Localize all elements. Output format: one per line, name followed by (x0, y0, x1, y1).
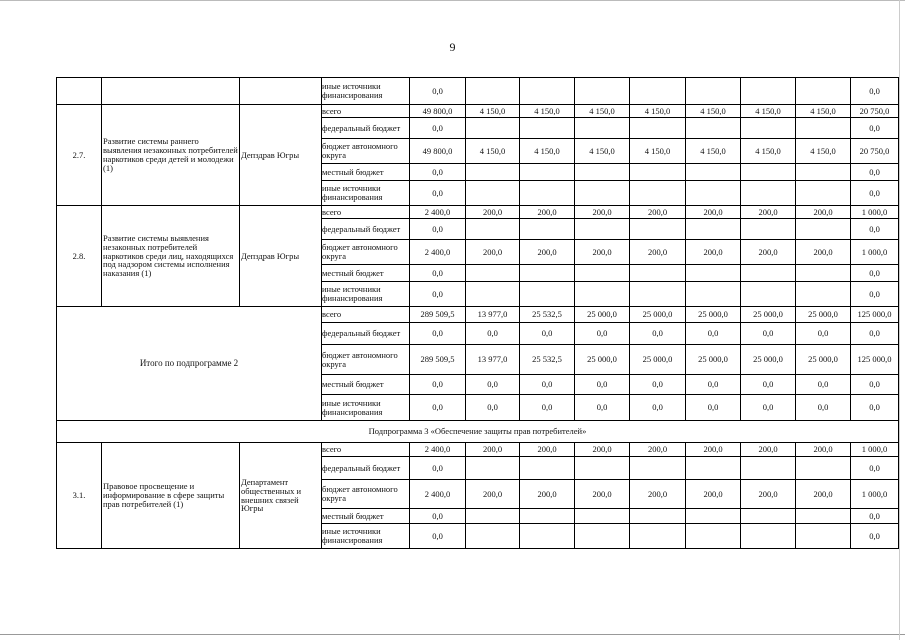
value-cell: 25 000,0 (630, 345, 686, 375)
value-cell (575, 524, 630, 549)
value-cell: 0,0 (851, 265, 899, 282)
value-cell: 200,0 (575, 480, 630, 509)
measure-name-empty (102, 78, 240, 105)
value-cell (741, 118, 796, 139)
value-cell: 0,0 (851, 457, 899, 480)
table-row (57, 421, 899, 443)
value-cell (630, 181, 686, 206)
executor: Депздрав Югры (240, 105, 322, 206)
value-cell (796, 181, 851, 206)
value-cell: 0,0 (520, 323, 575, 345)
funding-source: иные источники финансирования (322, 524, 410, 549)
funding-source: федеральный бюджет (322, 219, 410, 240)
value-cell (741, 181, 796, 206)
value-cell (741, 509, 796, 524)
value-cell: 0,0 (410, 323, 466, 345)
value-cell (686, 78, 741, 105)
value-cell: 200,0 (520, 443, 575, 457)
value-cell (575, 78, 630, 105)
value-cell: 0,0 (741, 323, 796, 345)
value-cell (466, 509, 520, 524)
value-cell (686, 265, 741, 282)
value-cell: 4 150,0 (466, 105, 520, 118)
value-cell: 200,0 (575, 206, 630, 219)
value-cell: 4 150,0 (741, 139, 796, 164)
value-cell (630, 457, 686, 480)
value-cell: 4 150,0 (575, 139, 630, 164)
value-cell: 0,0 (796, 323, 851, 345)
value-cell (741, 219, 796, 240)
value-cell (520, 219, 575, 240)
value-cell: 0,0 (410, 181, 466, 206)
value-cell: 200,0 (686, 480, 741, 509)
value-cell (575, 282, 630, 307)
funding-source: бюджет автономного округа (322, 480, 410, 509)
value-cell: 0,0 (410, 457, 466, 480)
value-cell (630, 219, 686, 240)
value-cell: 25 000,0 (686, 345, 741, 375)
value-cell: 0,0 (410, 375, 466, 395)
value-cell (741, 265, 796, 282)
value-cell: 0,0 (466, 375, 520, 395)
value-cell: 0,0 (796, 395, 851, 421)
value-cell (796, 78, 851, 105)
executor: Департамент общественных и внешних связей Югры (240, 443, 322, 549)
value-cell: 0,0 (851, 323, 899, 345)
value-cell: 200,0 (466, 480, 520, 509)
funding-source: иные источники финансирования (322, 78, 410, 105)
value-cell: 2 400,0 (410, 240, 466, 265)
value-cell: 200,0 (741, 443, 796, 457)
value-cell (741, 78, 796, 105)
value-cell (520, 78, 575, 105)
value-cell (520, 181, 575, 206)
page-number: 9 (449, 40, 456, 54)
value-cell: 0,0 (410, 524, 466, 549)
value-cell: 49 800,0 (410, 105, 466, 118)
value-cell: 4 150,0 (741, 105, 796, 118)
value-cell (466, 282, 520, 307)
value-cell (466, 265, 520, 282)
funding-source: всего (322, 206, 410, 219)
value-cell: 25 000,0 (741, 307, 796, 323)
value-cell: 200,0 (796, 206, 851, 219)
executor: Депздрав Югры (240, 206, 322, 307)
value-cell: 0,0 (796, 375, 851, 395)
value-cell: 289 509,5 (410, 345, 466, 375)
value-cell: 4 150,0 (520, 105, 575, 118)
value-cell (466, 181, 520, 206)
value-cell: 200,0 (741, 480, 796, 509)
value-cell: 25 532,5 (520, 307, 575, 323)
value-cell (575, 457, 630, 480)
value-cell: 0,0 (686, 375, 741, 395)
value-cell (466, 219, 520, 240)
value-cell: 4 150,0 (466, 139, 520, 164)
value-cell (741, 524, 796, 549)
row-number-empty (57, 78, 102, 105)
value-cell: 4 150,0 (575, 105, 630, 118)
value-cell: 4 150,0 (686, 105, 741, 118)
value-cell (796, 164, 851, 181)
value-cell (630, 282, 686, 307)
value-cell: 4 150,0 (796, 139, 851, 164)
value-cell: 0,0 (410, 265, 466, 282)
value-cell: 200,0 (796, 480, 851, 509)
table-row (57, 206, 899, 219)
funding-source: всего (322, 307, 410, 323)
value-cell: 1 000,0 (851, 240, 899, 265)
value-cell (520, 457, 575, 480)
value-cell (466, 118, 520, 139)
value-cell: 0,0 (410, 164, 466, 181)
value-cell: 200,0 (741, 240, 796, 265)
value-cell: 200,0 (520, 480, 575, 509)
value-cell (796, 219, 851, 240)
value-cell: 0,0 (741, 375, 796, 395)
value-cell: 0,0 (851, 524, 899, 549)
value-cell: 2 400,0 (410, 480, 466, 509)
scan-edge-right (899, 0, 900, 640)
row-number: 2.7. (57, 105, 102, 206)
measure-name: Правовое просвещение и информирование в сфере защиты прав потребителей (1) (102, 443, 240, 549)
value-cell (796, 265, 851, 282)
scan-edge-bottom (0, 634, 905, 635)
value-cell: 0,0 (686, 395, 741, 421)
value-cell (686, 118, 741, 139)
funding-source: местный бюджет (322, 164, 410, 181)
funding-source: иные источники финансирования (322, 282, 410, 307)
funding-source: бюджет автономного округа (322, 139, 410, 164)
value-cell (796, 457, 851, 480)
value-cell: 1 000,0 (851, 206, 899, 219)
value-cell (466, 164, 520, 181)
value-cell (520, 524, 575, 549)
value-cell: 0,0 (851, 164, 899, 181)
value-cell: 0,0 (466, 395, 520, 421)
value-cell (741, 457, 796, 480)
value-cell: 200,0 (520, 240, 575, 265)
value-cell: 125 000,0 (851, 307, 899, 323)
value-cell: 2 400,0 (410, 206, 466, 219)
funding-source: иные источники финансирования (322, 395, 410, 421)
value-cell: 200,0 (630, 443, 686, 457)
measure-name: Развитие системы выявления незаконных потребителей наркотиков среди лиц, находящихся под надзором системы исполнения наказания (1) (102, 206, 240, 307)
value-cell (686, 457, 741, 480)
value-cell: 200,0 (686, 240, 741, 265)
value-cell: 0,0 (410, 509, 466, 524)
value-cell (630, 265, 686, 282)
row-number: 2.8. (57, 206, 102, 307)
value-cell: 0,0 (851, 509, 899, 524)
value-cell (630, 524, 686, 549)
value-cell: 200,0 (575, 443, 630, 457)
value-cell: 13 977,0 (466, 307, 520, 323)
row-number: 3.1. (57, 443, 102, 549)
table-row (57, 78, 899, 105)
value-cell: 0,0 (686, 323, 741, 345)
value-cell: 0,0 (851, 375, 899, 395)
value-cell: 4 150,0 (630, 105, 686, 118)
value-cell: 0,0 (575, 323, 630, 345)
value-cell (575, 118, 630, 139)
measure-name: Развитие системы раннего выявления незаконных потребителей наркотиков среди детей и молодежи (1) (102, 105, 240, 206)
value-cell: 200,0 (630, 206, 686, 219)
value-cell (466, 457, 520, 480)
value-cell: 200,0 (520, 206, 575, 219)
value-cell (630, 78, 686, 105)
value-cell: 25 000,0 (741, 345, 796, 375)
value-cell: 200,0 (741, 206, 796, 219)
value-cell (575, 509, 630, 524)
value-cell: 200,0 (466, 206, 520, 219)
value-cell: 200,0 (686, 443, 741, 457)
value-cell: 289 509,5 (410, 307, 466, 323)
value-cell: 0,0 (575, 375, 630, 395)
value-cell: 4 150,0 (520, 139, 575, 164)
value-cell (630, 164, 686, 181)
table-row (57, 307, 899, 323)
value-cell: 25 000,0 (575, 307, 630, 323)
budget-table (56, 77, 899, 549)
value-cell: 0,0 (410, 395, 466, 421)
value-cell: 25 000,0 (796, 345, 851, 375)
value-cell: 125 000,0 (851, 345, 899, 375)
funding-source: всего (322, 443, 410, 457)
value-cell (686, 164, 741, 181)
value-cell: 1 000,0 (851, 443, 899, 457)
value-cell: 25 000,0 (686, 307, 741, 323)
value-cell: 49 800,0 (410, 139, 466, 164)
subprogram-title: Подпрограмма 3 «Обеспечение защиты прав потребителей» (57, 421, 899, 443)
value-cell (796, 282, 851, 307)
funding-source: всего (322, 105, 410, 118)
value-cell (575, 164, 630, 181)
value-cell: 4 150,0 (630, 139, 686, 164)
value-cell (520, 118, 575, 139)
value-cell: 0,0 (466, 323, 520, 345)
value-cell (575, 181, 630, 206)
funding-source: местный бюджет (322, 375, 410, 395)
value-cell: 200,0 (630, 480, 686, 509)
value-cell: 0,0 (851, 219, 899, 240)
value-cell: 200,0 (466, 443, 520, 457)
funding-source: бюджет автономного округа (322, 240, 410, 265)
value-cell: 0,0 (520, 395, 575, 421)
value-cell: 4 150,0 (686, 139, 741, 164)
value-cell (741, 282, 796, 307)
value-cell (520, 265, 575, 282)
value-cell (686, 524, 741, 549)
value-cell: 200,0 (796, 240, 851, 265)
value-cell: 25 000,0 (575, 345, 630, 375)
value-cell: 1 000,0 (851, 480, 899, 509)
value-cell: 0,0 (410, 282, 466, 307)
table-row (57, 443, 899, 457)
value-cell: 0,0 (410, 78, 466, 105)
value-cell (630, 118, 686, 139)
value-cell: 200,0 (796, 443, 851, 457)
value-cell (686, 181, 741, 206)
funding-source: местный бюджет (322, 265, 410, 282)
value-cell: 0,0 (851, 282, 899, 307)
value-cell: 0,0 (851, 118, 899, 139)
value-cell: 0,0 (630, 323, 686, 345)
value-cell: 0,0 (851, 395, 899, 421)
value-cell: 25 000,0 (630, 307, 686, 323)
funding-source: иные источники финансирования (322, 181, 410, 206)
value-cell: 0,0 (741, 395, 796, 421)
value-cell (686, 219, 741, 240)
value-cell: 0,0 (520, 375, 575, 395)
value-cell (520, 509, 575, 524)
value-cell (796, 509, 851, 524)
value-cell: 0,0 (410, 219, 466, 240)
funding-source: федеральный бюджет (322, 457, 410, 480)
funding-source: бюджет автономного округа (322, 345, 410, 375)
funding-source: федеральный бюджет (322, 118, 410, 139)
value-cell: 13 977,0 (466, 345, 520, 375)
value-cell: 2 400,0 (410, 443, 466, 457)
value-cell (466, 524, 520, 549)
value-cell: 200,0 (575, 240, 630, 265)
value-cell: 0,0 (410, 118, 466, 139)
value-cell (686, 509, 741, 524)
value-cell: 0,0 (575, 395, 630, 421)
table-row (57, 105, 899, 118)
value-cell (796, 118, 851, 139)
value-cell: 200,0 (466, 240, 520, 265)
value-cell (575, 219, 630, 240)
subtotal-label: Итого по подпрограмме 2 (57, 307, 322, 421)
value-cell (466, 78, 520, 105)
funding-source: федеральный бюджет (322, 323, 410, 345)
value-cell (630, 509, 686, 524)
value-cell: 0,0 (851, 181, 899, 206)
value-cell: 25 000,0 (796, 307, 851, 323)
value-cell: 200,0 (686, 206, 741, 219)
value-cell: 0,0 (630, 395, 686, 421)
scan-edge-top (0, 0, 905, 1)
value-cell: 20 750,0 (851, 139, 899, 164)
funding-source: местный бюджет (322, 509, 410, 524)
value-cell (575, 265, 630, 282)
value-cell (741, 164, 796, 181)
value-cell: 0,0 (630, 375, 686, 395)
value-cell: 4 150,0 (796, 105, 851, 118)
value-cell (520, 282, 575, 307)
value-cell (796, 524, 851, 549)
value-cell: 20 750,0 (851, 105, 899, 118)
executor-empty (240, 78, 322, 105)
value-cell (686, 282, 741, 307)
value-cell: 25 532,5 (520, 345, 575, 375)
value-cell: 200,0 (630, 240, 686, 265)
value-cell (520, 164, 575, 181)
value-cell: 0,0 (851, 78, 899, 105)
